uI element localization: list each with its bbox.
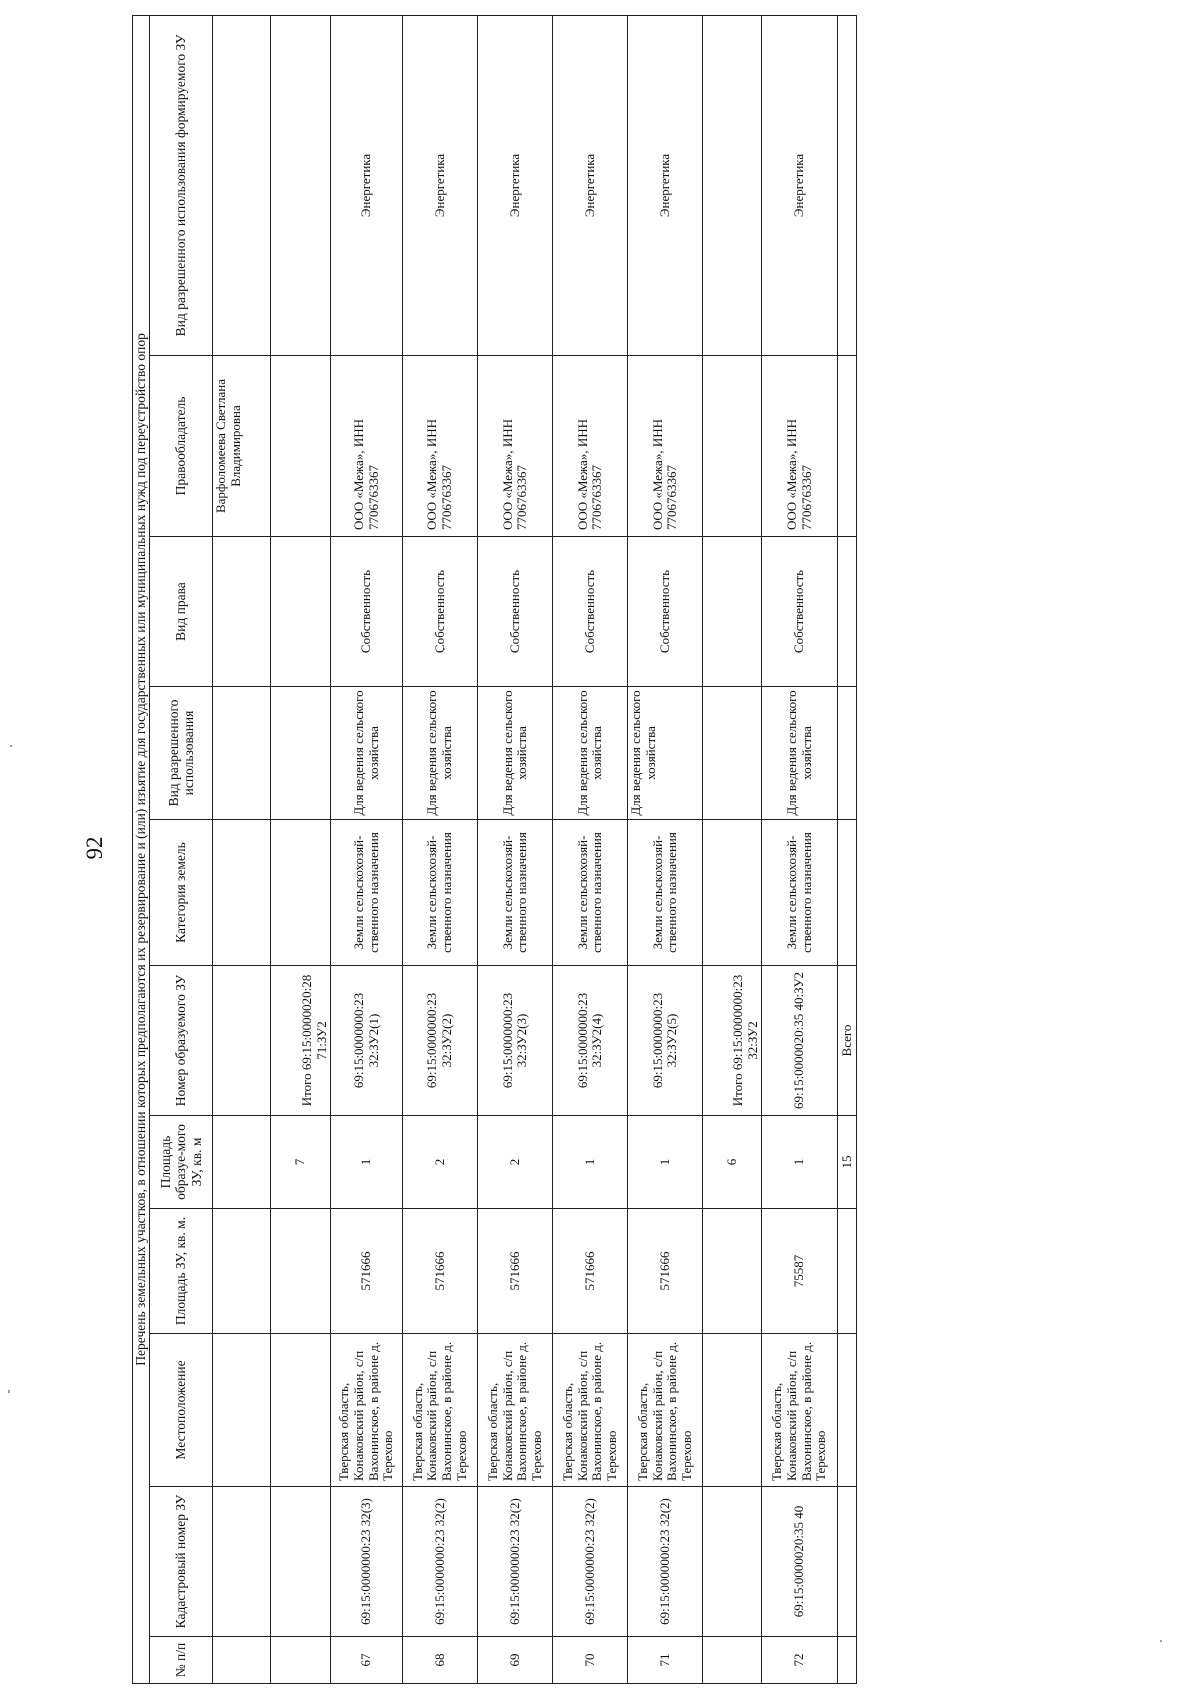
table-row [402, 15, 477, 1683]
cell-location [703, 1334, 762, 1487]
cell-location: Тверская область, Конаковский район, с/п Вахонинское, в районе д. Терехово [402, 1334, 477, 1487]
column-header: Кадастровый номер ЗУ [150, 1487, 213, 1637]
table-row [762, 15, 837, 1683]
cell-new-number: 69:15:0000000:23 32:ЗУ2(3) [478, 966, 553, 1116]
column-header: Правообладатель [150, 356, 213, 537]
cell-location [270, 1334, 330, 1487]
cell-num [703, 1637, 762, 1684]
cell-area: 571666 [478, 1209, 553, 1334]
cell-new-use [703, 15, 762, 355]
cell-permitted-use: Для ведения сельского хозяйства [628, 687, 703, 820]
table-row [553, 15, 628, 1683]
cell-permitted-use [837, 687, 856, 820]
column-header: Местоположение [150, 1334, 213, 1487]
cell-area [270, 1209, 330, 1334]
column-header: Площадь ЗУ, кв. м. [150, 1209, 213, 1334]
cell-num: 71 [628, 1637, 703, 1684]
cell-new-use: Энергетика [628, 15, 703, 355]
cell-location: Тверская область, Конаковский район, с/п Вахонинское, в районе д. Терехово [762, 1334, 837, 1487]
cell-num: 70 [553, 1637, 628, 1684]
cell-new-number: 69:15:0000000:23 32:ЗУ2(2) [402, 966, 477, 1116]
cell-right [837, 537, 856, 687]
cell-owner: ООО «Межа», ИНН 7706763367 [331, 356, 403, 537]
cell-new-use: Энергетика [762, 15, 837, 355]
table-row [837, 15, 856, 1683]
cell-num [213, 1637, 271, 1684]
column-header-row [150, 15, 213, 1683]
cell-area [703, 1209, 762, 1334]
cell-cadastral: 69:15:0000020:35 40 [762, 1487, 837, 1637]
cell-right: Собственность [553, 537, 628, 687]
cell-right [703, 537, 762, 687]
cell-owner [837, 356, 856, 537]
cell-new-number [213, 966, 271, 1116]
cell-num: 67 [331, 1637, 403, 1684]
cell-new-area: 6 [703, 1116, 762, 1209]
cell-cadastral [703, 1487, 762, 1637]
column-header: Категория земель [150, 820, 213, 966]
cell-new-number: 69:15:0000000:23 32:ЗУ2(5) [628, 966, 703, 1116]
cell-owner: ООО «Межа», ИНН 7706763367 [402, 356, 477, 537]
cell-owner: ООО «Межа», ИНН 7706763367 [762, 356, 837, 537]
cell-new-area: 1 [331, 1116, 403, 1209]
table-row [331, 15, 403, 1683]
scan-speck [10, 745, 12, 747]
cell-permitted-use [213, 687, 271, 820]
cell-permitted-use: Для ведения сельского хозяйства [402, 687, 477, 820]
cell-area [837, 1209, 856, 1334]
cell-cadastral: 69:15:0000000:23 32(2) [553, 1487, 628, 1637]
cell-category: Земли сельскохозяй-ственного назначения [478, 820, 553, 966]
cell-new-number: 69:15:0000000:23 32:ЗУ2(4) [553, 966, 628, 1116]
cell-cadastral [270, 1487, 330, 1637]
cell-new-use: Энергетика [478, 15, 553, 355]
cell-new-use [837, 15, 856, 355]
cell-cadastral: 69:15:0000000:23 32(2) [478, 1487, 553, 1637]
cell-right [213, 537, 271, 687]
cell-cadastral: 69:15:0000000:23 32(2) [402, 1487, 477, 1637]
cell-location [837, 1334, 856, 1487]
column-header: Вид права [150, 537, 213, 687]
rotated-table-container [132, 36, 857, 1684]
cell-new-area: 2 [402, 1116, 477, 1209]
cell-new-use: Энергетика [553, 15, 628, 355]
column-header: Вид разрешенного использования [150, 687, 213, 820]
cell-owner [703, 356, 762, 537]
cell-num [837, 1637, 856, 1684]
cell-area: 571666 [331, 1209, 403, 1334]
cell-category: Земли сельскохозяй-ственного назначения [628, 820, 703, 966]
cell-permitted-use: Для ведения сельского хозяйства [762, 687, 837, 820]
cell-new-use [270, 15, 330, 355]
cell-right: Собственность [628, 537, 703, 687]
cell-category [270, 820, 330, 966]
column-header: Площадь образуе-мого ЗУ, кв. м [150, 1116, 213, 1209]
cell-new-area: 1 [628, 1116, 703, 1209]
cell-owner [270, 356, 330, 537]
cell-owner: Варфоломеева Светлана Владимировна [213, 356, 271, 537]
cell-new-area: 15 [837, 1116, 856, 1209]
cell-area: 571666 [402, 1209, 477, 1334]
cell-new-number: 69:15:0000000:23 32:ЗУ2(1) [331, 966, 403, 1116]
scan-speck [1160, 1640, 1162, 1642]
cell-new-use: Энергетика [402, 15, 477, 355]
cell-category [837, 820, 856, 966]
cell-permitted-use [270, 687, 330, 820]
cell-new-area [213, 1116, 271, 1209]
column-header: Номер образуемого ЗУ [150, 966, 213, 1116]
cell-permitted-use: Для ведения сельского хозяйства [553, 687, 628, 820]
cell-area: 571666 [553, 1209, 628, 1334]
cell-area: 75587 [762, 1209, 837, 1334]
cell-num [270, 1637, 330, 1684]
land-plots-table [132, 15, 857, 1684]
cell-owner: ООО «Межа», ИНН 7706763367 [478, 356, 553, 537]
cell-right: Собственность [478, 537, 553, 687]
cell-new-use: Энергетика [331, 15, 403, 355]
cell-right: Собственность [762, 537, 837, 687]
cell-new-area: 2 [478, 1116, 553, 1209]
cell-right: Собственность [331, 537, 403, 687]
table-row [213, 15, 271, 1683]
cell-cadastral [837, 1487, 856, 1637]
cell-owner: ООО «Межа», ИНН 7706763367 [628, 356, 703, 537]
cell-location [213, 1334, 271, 1487]
cell-location: Тверская область, Конаковский район, с/п Вахонинское, в районе д. Терехово [331, 1334, 403, 1487]
cell-cadastral: 69:15:0000000:23 32(2) [628, 1487, 703, 1637]
cell-num: 68 [402, 1637, 477, 1684]
cell-num: 69 [478, 1637, 553, 1684]
cell-cadastral: 69:15:0000000:23 32(3) [331, 1487, 403, 1637]
cell-cadastral [213, 1487, 271, 1637]
table-row [478, 15, 553, 1683]
cell-area: 571666 [628, 1209, 703, 1334]
cell-owner: ООО «Межа», ИНН 7706763367 [553, 356, 628, 537]
cell-location: Тверская область, Конаковский район, с/п Вахонинское, в районе д. Терехово [628, 1334, 703, 1487]
cell-permitted-use: Для ведения сельского хозяйства [331, 687, 403, 820]
cell-permitted-use [703, 687, 762, 820]
cell-category: Земли сельскохозяй-ственного назначения [553, 820, 628, 966]
scan-speck [8, 1390, 10, 1393]
cell-new-number: Всего [837, 966, 856, 1116]
cell-new-number: 69:15:0000020:35 40:ЗУ2 [762, 966, 837, 1116]
cell-new-area: 7 [270, 1116, 330, 1209]
cell-new-area: 1 [762, 1116, 837, 1209]
table-row [270, 15, 330, 1683]
cell-area [213, 1209, 271, 1334]
cell-category: Земли сельскохозяй-ственного назначения [331, 820, 403, 966]
page-number: 92 [82, 836, 107, 860]
table-row [628, 15, 703, 1683]
cell-new-use [213, 15, 271, 355]
cell-location: Тверская область, Конаковский район, с/п Вахонинское, в районе д. Терехово [553, 1334, 628, 1487]
column-header: № п/п [150, 1637, 213, 1684]
cell-num: 72 [762, 1637, 837, 1684]
table-caption: Перечень земельных участков, в отношении которых предполагаются их резервирование и (или) изъятие для государственных или муниципальных нужд под переустройство опор [133, 15, 150, 1683]
cell-category: Земли сельскохозяй-ственного назначения [402, 820, 477, 966]
cell-right: Собственность [402, 537, 477, 687]
cell-category: Земли сельскохозяй-ственного назначения [762, 820, 837, 966]
column-header: Вид разрешенного использования формируемого ЗУ [150, 15, 213, 355]
cell-location: Тверская область, Конаковский район, с/п Вахонинское, в районе д. Терехово [478, 1334, 553, 1487]
cell-category [703, 820, 762, 966]
cell-new-number: Итого 69:15:0000020:28 71:ЗУ2 [270, 966, 330, 1116]
cell-right [270, 537, 330, 687]
cell-permitted-use: Для ведения сельского хозяйства [478, 687, 553, 820]
cell-new-area: 1 [553, 1116, 628, 1209]
cell-category [213, 820, 271, 966]
table-row [703, 15, 762, 1683]
cell-new-number: Итого 69:15:0000000:23 32:ЗУ2 [703, 966, 762, 1116]
